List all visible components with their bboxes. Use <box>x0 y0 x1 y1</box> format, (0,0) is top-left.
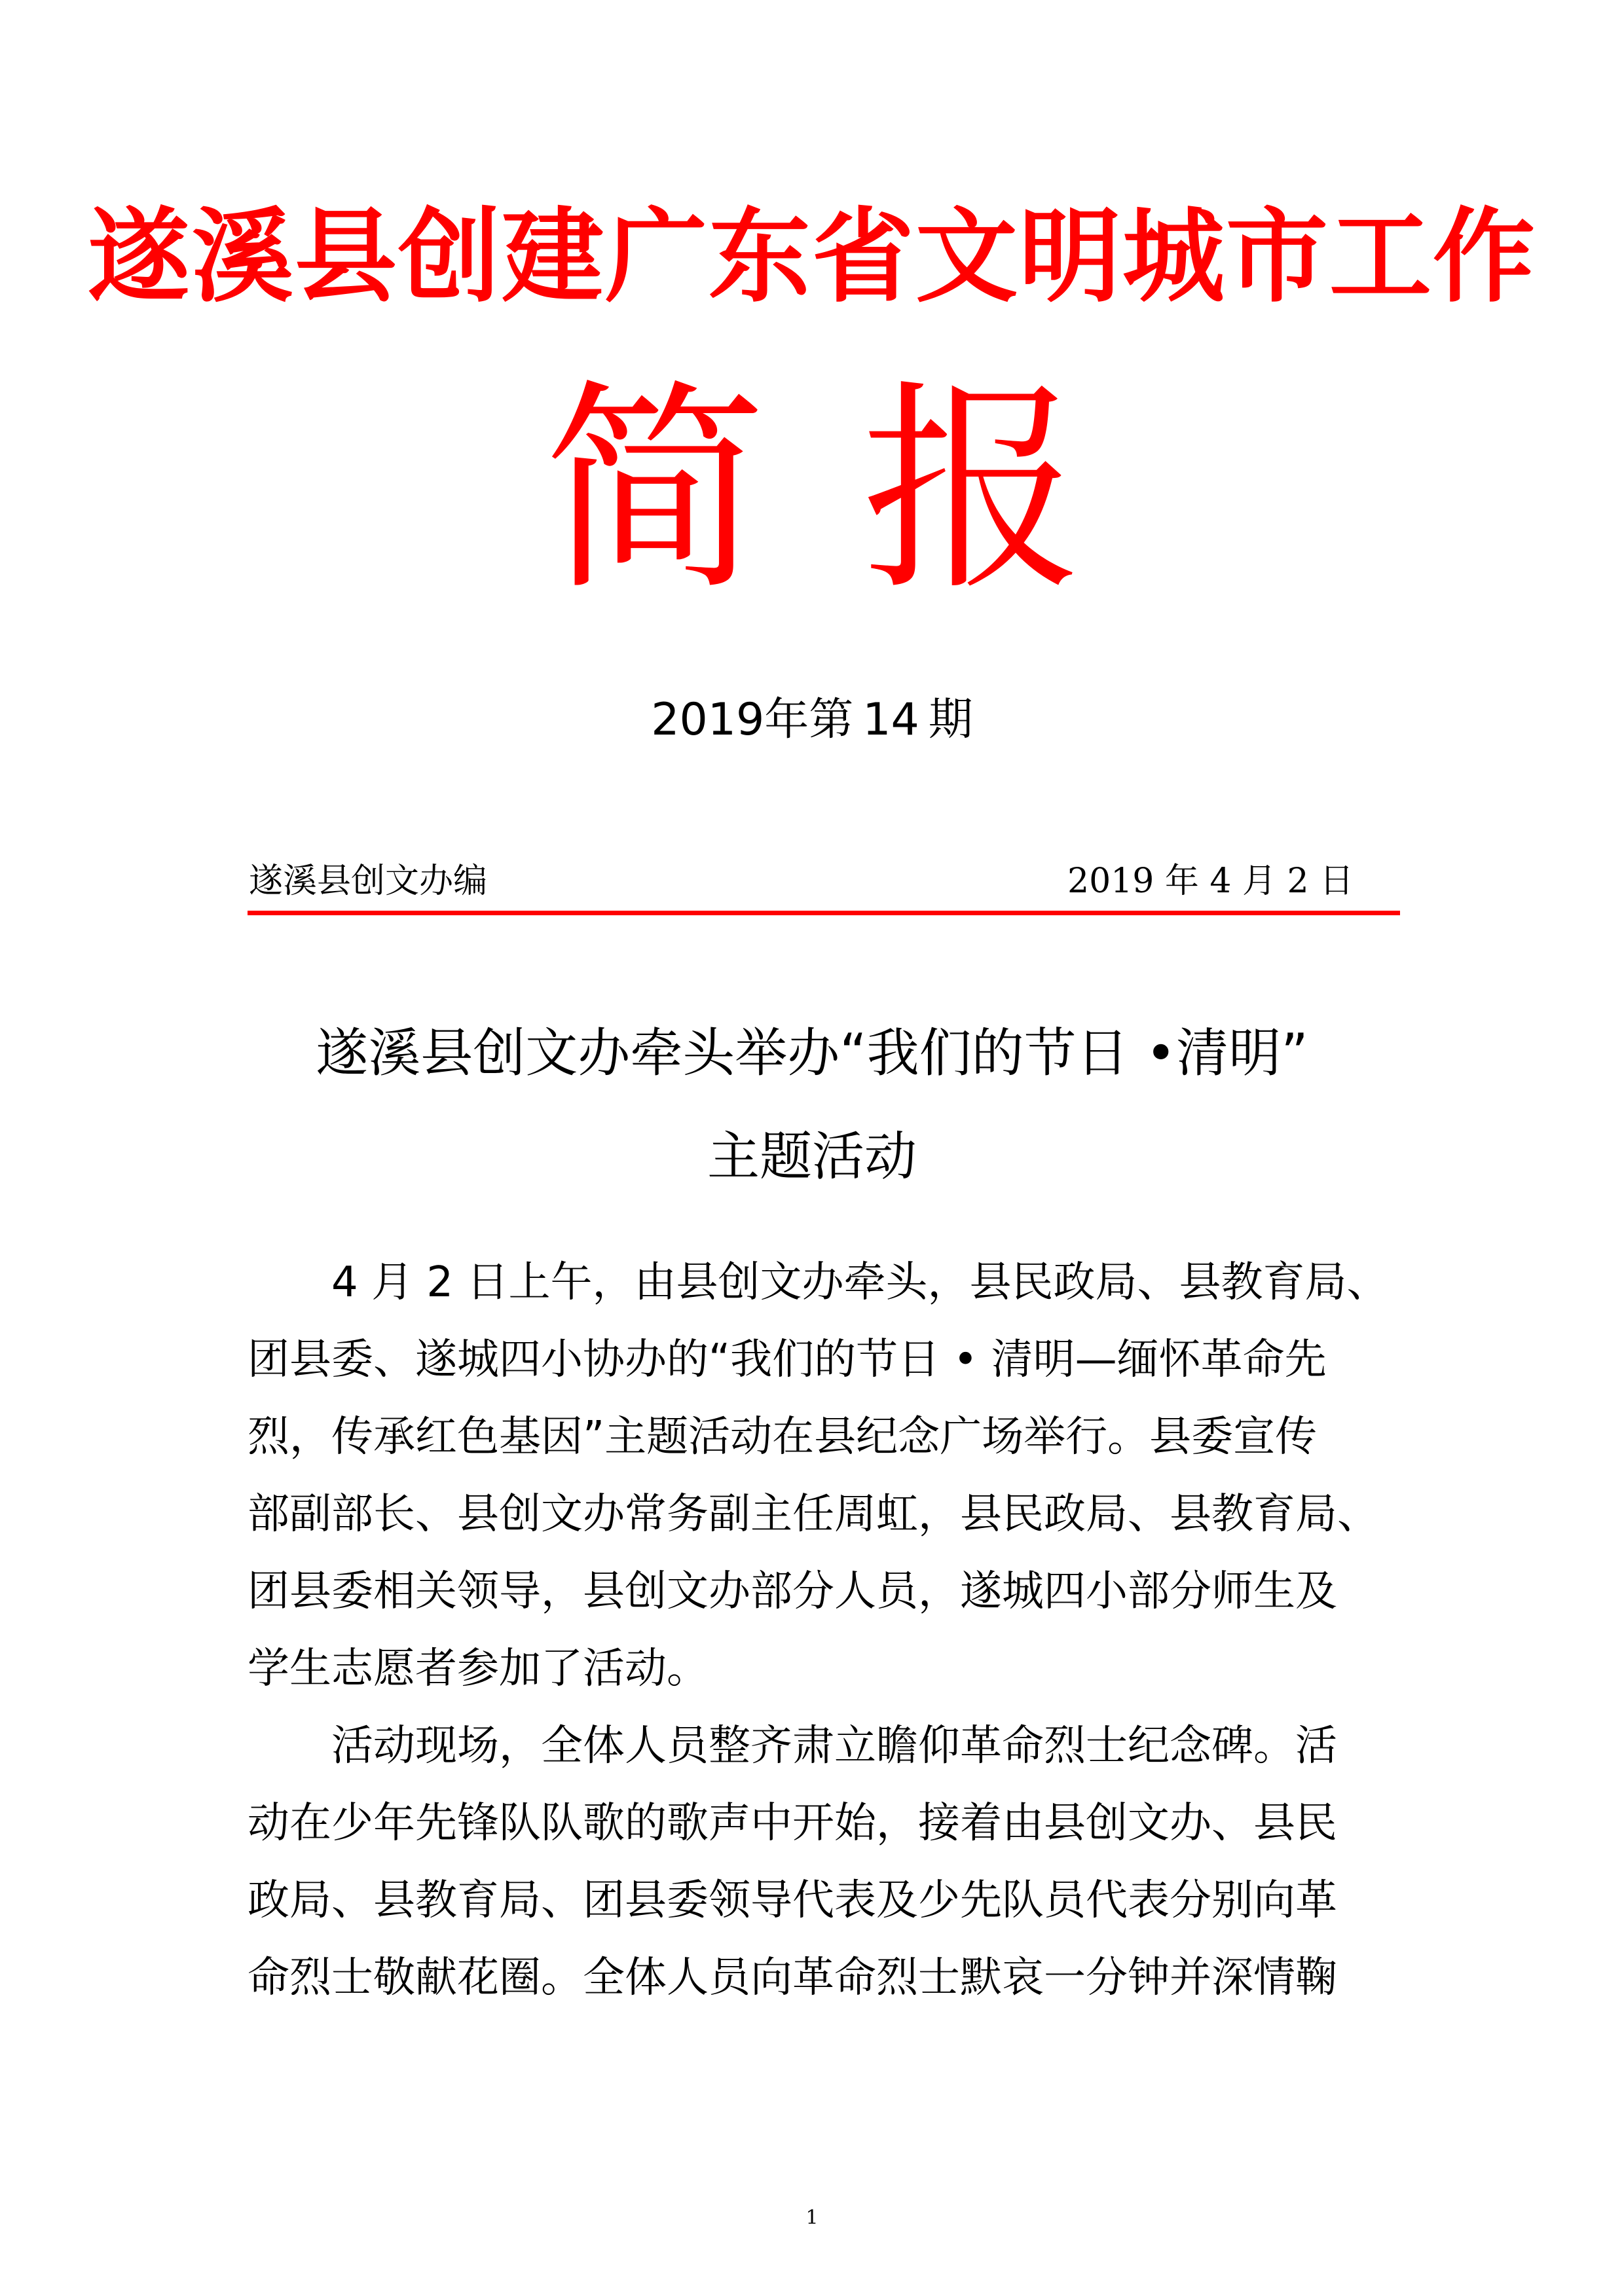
body-line: 部副部长、县创文办常务副主任周虹，县民政局、县教育局、 <box>248 1490 1379 1539</box>
article-title <box>196 1002 1428 1209</box>
body-line: 命烈士敬献花圈。全体人员向革命烈士默哀一分钟并深情鞠 <box>248 1954 1337 2002</box>
page-number: 1 <box>805 2206 819 2229</box>
body-line: 团县委、遂城四小协办的“我们的节日 • 清明—缅怀革命先 <box>248 1336 1327 1384</box>
issue-year: 2019 <box>651 694 765 746</box>
body-line: 学生志愿者参加了活动。 <box>248 1645 709 1693</box>
article-title-line-2: 主题活动 <box>707 1126 917 1187</box>
body-line: 团县委相关领导，县创文办部分人员，遂城四小部分师生及 <box>248 1567 1337 1616</box>
article-title-line-1: 遂溪县创文办牵头举办“我们的节日 •清明” <box>316 1023 1308 1084</box>
masthead-title: 遂溪县创建广东省文明城市工作 <box>88 197 1536 316</box>
issue-number: 14 <box>862 694 919 746</box>
masthead-big-char-bao: 报 <box>861 361 1084 621</box>
red-divider <box>248 911 1400 915</box>
publish-date: 2019 年 4 月 2 日 <box>1067 862 1354 901</box>
body-line: 政局、县教育局、团县委领导代表及少先队员代表分别向革 <box>248 1876 1337 1925</box>
article-body <box>248 1244 1387 2016</box>
issue-number-suffix: 期 <box>928 694 973 746</box>
masthead-big-char-jian: 简 <box>544 361 766 621</box>
body-line: 动在少年先锋队队歌的歌声中开始，接着由县创文办、县民 <box>248 1799 1337 1848</box>
issue-line <box>0 687 1624 753</box>
body-line: 活动现场，全体人员整齐肃立瞻仰革命烈士纪念碑。活 <box>331 1722 1337 1770</box>
body-line: 4 月 2 日上午，由县创文办牵头，县民政局、县教育局、 <box>331 1258 1389 1307</box>
editor-label: 遂溪县创文办编 <box>249 862 488 901</box>
issue-year-suffix: 年第 <box>764 694 854 746</box>
body-line: 烈，传承红色基因”主题活动在县纪念广场举行。县委宣传 <box>248 1413 1318 1461</box>
